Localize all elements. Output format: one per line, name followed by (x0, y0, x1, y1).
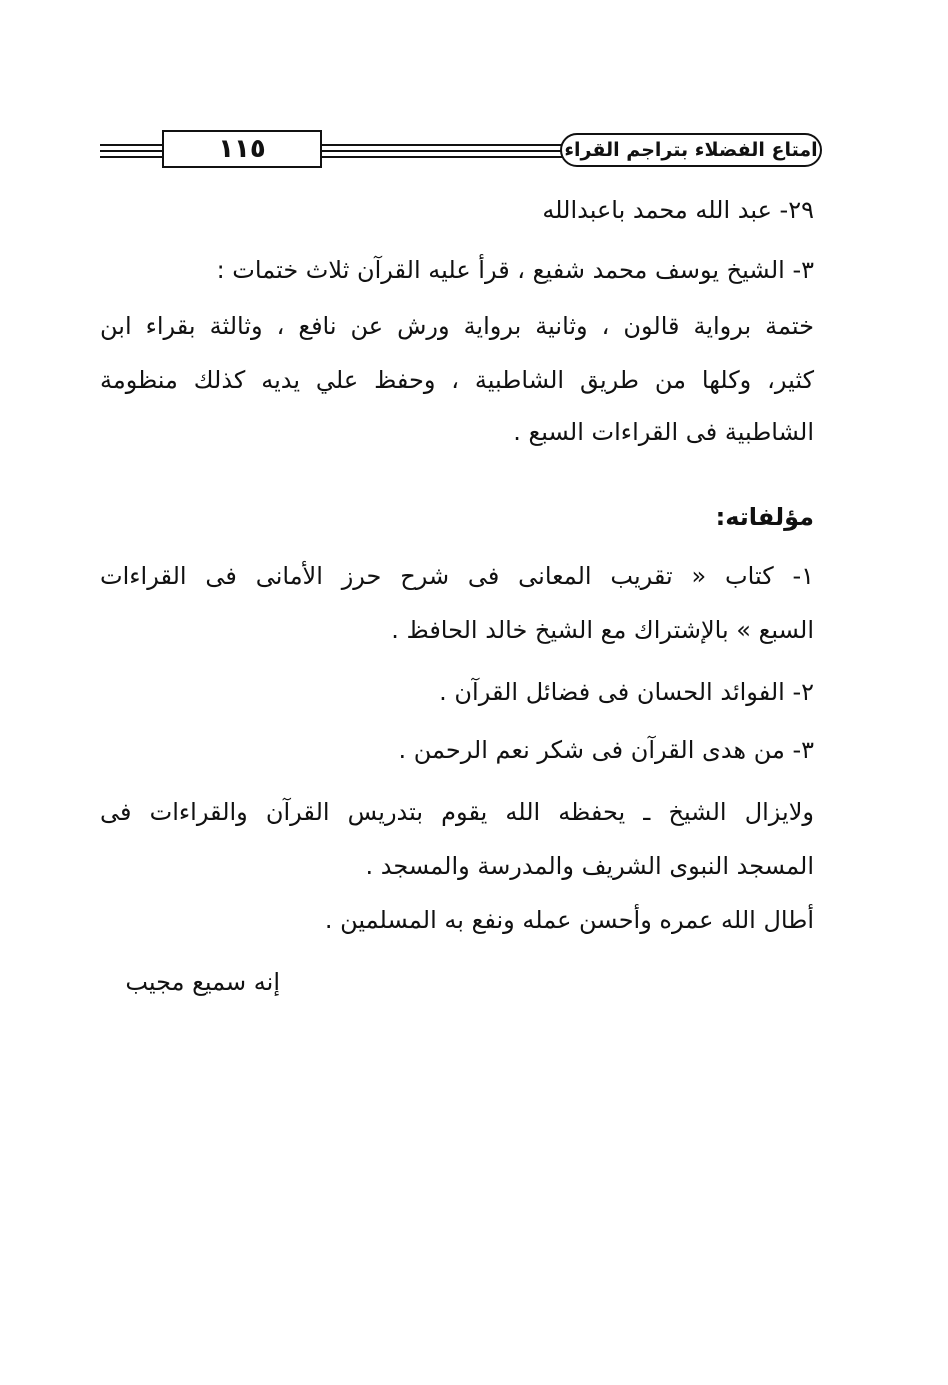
paragraph-line: ولايزال الشيخ ـ يحفظه الله يقوم بتدريس القرآن والقراءات فى (100, 798, 814, 826)
page-number: ١١٥ (162, 130, 322, 168)
section-heading: مؤلفاته: (715, 503, 814, 531)
paragraph-line: أطال الله عمره وأحسن عمله ونفع به المسلمين . (324, 906, 814, 934)
paragraph-line: الشاطبية فى القراءات السبع . (513, 418, 814, 446)
list-item-continuation: السبع » بالإشتراك مع الشيخ خالد الحافظ . (391, 616, 814, 644)
paragraph-line: المسجد النبوى الشريف والمدرسة والمسجد . (365, 852, 814, 880)
closing-line: إنه سميع مجيب (125, 968, 280, 996)
running-header (100, 130, 822, 174)
book-title: امتاع الفضلاء بتراجم القراء (560, 133, 822, 167)
list-item-29: ٢٩- عبد الله محمد باعبدالله (542, 196, 814, 224)
paragraph-line: ٣- الشيخ يوسف محمد شفيع ، قرأ عليه القرآن ثلاث ختمات : (216, 256, 814, 284)
paragraph-line: ختمة برواية قالون ، وثانية برواية ورش عن نافع ، وثالثة بقراء ابن (100, 312, 814, 340)
list-item: ١- كتاب « تقريب المعانى فى شرح حرز الأمانى فى القراءات (100, 562, 814, 590)
list-item: ٣- من هدى القرآن فى شكر نعم الرحمن . (398, 736, 814, 764)
list-item: ٢- الفوائد الحسان فى فضائل القرآن . (439, 678, 814, 706)
paragraph-line: كثير، وكلها من طريق الشاطبية ، وحفظ علي يديه كذلك منظومة (100, 366, 814, 394)
